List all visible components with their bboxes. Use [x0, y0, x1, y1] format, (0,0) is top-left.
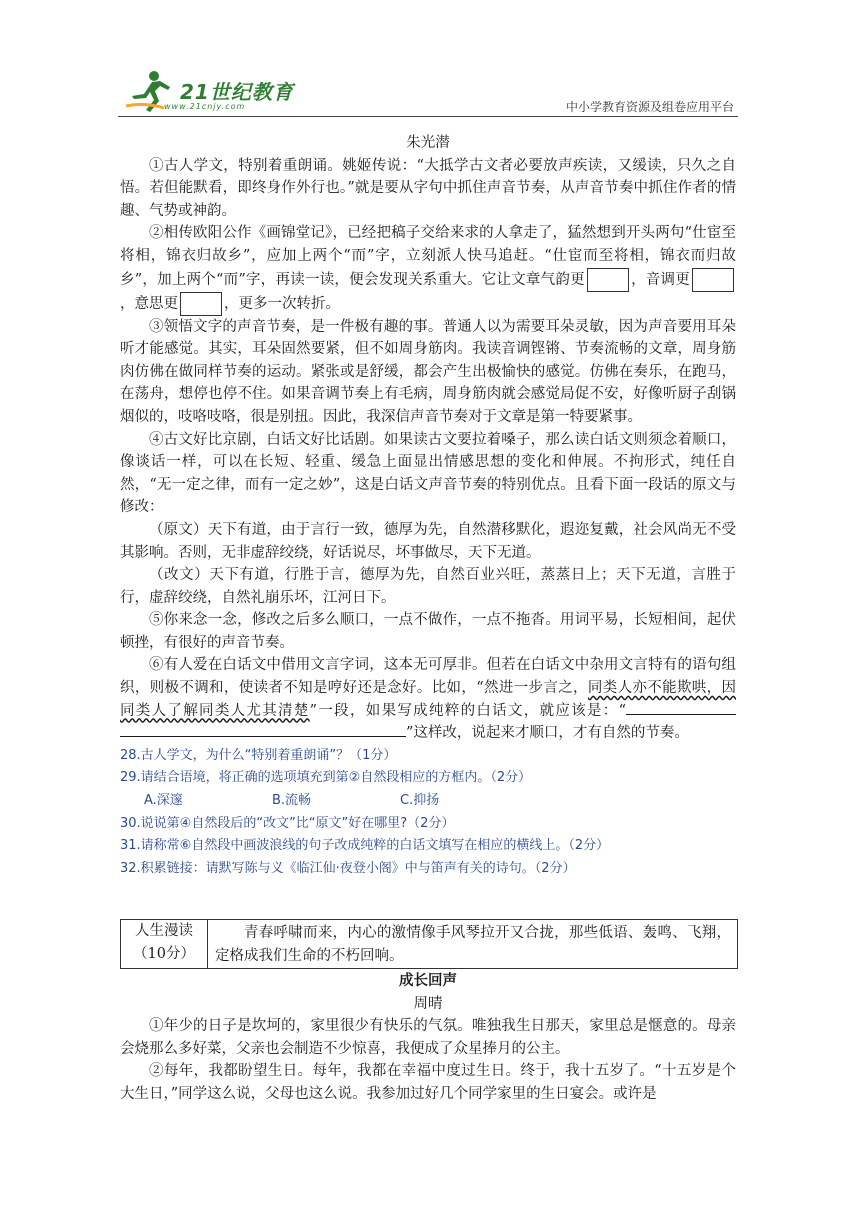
answer-box-1[interactable]	[587, 268, 629, 292]
question-28: 28.古人学文，为什么“特别着重朗诵”？（1分）	[120, 747, 397, 763]
article-1-para-4: ④古文好比京剧，白话文好比话剧。如果读古文要拉着嗓子，那么读白话文则须念着顺口，像谈话一样，可以在长短、轻重、缓急上面显出情感思想的变化和伸展。不拘形式，纯任自然，“无一定之律，而有一定之妙”，这是白话文声音节奏的特别优点。且看下面一段话的原文与修改：	[120, 431, 736, 516]
logo-url: www.21cnjy.com	[164, 102, 246, 111]
article-2-para-2: ②每年，我都盼望生日。每年，我都在幸福中度过生日。终于，我十五岁了。“十五岁是个大生日，”同学这么说，父母也这么说。我参加过好几个同学家里的生日宴会。或许是	[120, 1063, 736, 1102]
article-1-para-2	[120, 222, 736, 315]
answer-blank-2[interactable]	[120, 722, 406, 737]
para-2-text-a: ②相传欧阳公作《画锦堂记》，已经把稿子交给来求的人拿走了，猛然想到开头两句“仕宦至将相，锦衣归故乡”，应加上两个“而”字，立刻派人快马追赶。“仕宦而至将相，锦衣而归故乡”，加上两个“而”字，再读一读，便会发现关系重大。它让文章气韵更	[120, 225, 736, 288]
question-29-options	[120, 790, 736, 813]
article-2-para-1: ①年少的日子是坎坷的，家里很少有快乐的气氛。唯独我生日那天，家里总是惬意的。母亲会烧那么多好菜，父亲也会制造不少惊喜，我便成了众星捧月的公主。	[120, 1018, 736, 1057]
section-intro-table	[120, 919, 738, 969]
option-c[interactable]: C.抑扬	[400, 793, 440, 809]
question-32: 32.积累链接：请默写陈与义《临江仙·夜登小阁》中与笛声有关的诗句。（2分）	[120, 860, 576, 876]
article-1-para-3: ③领悟文字的声音节奏，是一件极有趣的事。普通人以为需要耳朵灵敏，因为声音要用耳朵听才能感觉。其实，耳朵固然要紧，但不如周身筋肉。我读音调铿锵、节奏流畅的文章，周身筋肉仿佛在做同样节奏的运动。紧张或是舒缓，都会产生出极愉快的感觉。仿佛在奏乐，在跑马，在荡舟，想停也停不住。如果音调节奏上有毛病，周身筋肉就会感觉局促不安，好像听厨子刮锅烟似的，吱咯吱咯，很是别扭。因此，我深信声音节奏对于文章是第一特要紧事。	[120, 318, 736, 425]
site-logo[interactable]	[124, 68, 324, 114]
section-intro-text: 青春呼啸而来，内心的激情像手风琴拉开又合拢，那些低语、轰鸣、飞翔，定格成我们生命的不朽回响。	[215, 925, 731, 964]
option-a[interactable]: A.深邃	[144, 793, 183, 809]
para-6-text-a: ⑥有人爱在白话文中借用文言字词，这本无可厚非。但若在白话文中杂用文言特有的语句组织，则极不调和，使读者不知是哼好还是念好。比如，“然进一步言之，	[120, 657, 736, 697]
para-2-text-b: ，音调更	[630, 271, 690, 288]
section-label	[121, 920, 208, 968]
para-2-text-d: ，更多一次转折。	[224, 295, 340, 312]
article-1	[120, 132, 736, 880]
article-2-author: 周晴	[413, 995, 443, 1012]
article-1-para-1: ①古人学文，特别着重朗诵。姚姬传说：“大抵学古文者必要放声疾读，又缓读，只久之自悟。若但能默看，即终身作外行也。”就是要从字句中抓住声音节奏，从声音节奏中抓住作者的情趣、气势或神韵。	[120, 157, 736, 219]
article-1-para-6	[120, 654, 736, 744]
answer-box-3[interactable]	[180, 292, 222, 316]
revised-text: （改文）天下有道，行胜于言，德厚为先，自然百业兴旺，蒸蒸日上；天下无道，言胜于行，虚辞绞绕，自然礼崩乐坏，江河日下。	[120, 567, 736, 606]
para-6-text-b: ”一段，如果写成纯粹的白话文，就应该是：“	[309, 702, 627, 719]
article-2-title: 成长回声	[399, 972, 457, 989]
header-divider	[118, 116, 738, 117]
para-6-text-c: ”这样改，说起来才顺口，才有自然的节奏。	[406, 725, 689, 742]
question-29: 29.请结合语境，将正确的选项填充到第②自然段相应的方框内。（2分）	[120, 770, 532, 786]
option-b[interactable]: B.流畅	[272, 793, 312, 809]
section-label-line-2: （10分）	[133, 945, 195, 962]
answer-blank-1[interactable]	[626, 700, 736, 715]
question-31: 31.请称常⑥自然段中画波浪线的句子改成纯粹的白话文填写在相应的横线上。（2分）	[120, 838, 610, 854]
article-1-author: 朱光潜	[406, 135, 450, 151]
answer-box-2[interactable]	[692, 268, 734, 292]
section-label-line-1: 人生漫读	[135, 923, 193, 939]
article-2	[120, 970, 736, 1106]
page-header	[118, 66, 738, 120]
platform-name: 中小学教育资源及组卷应用平台	[565, 100, 734, 114]
question-30: 30.说说第④自然段后的“改文”比“原文”好在哪里?（2分）	[120, 815, 455, 831]
original-text: （原文）天下有道，由于言行一致，德厚为先，自然潜移默化，遐迩复戴，社会风尚无不受其影响。否则，无非虚辞绞绕，好话说尽，坏事做尽，天下无道。	[120, 521, 736, 561]
logo-text: 21世纪教育	[180, 80, 294, 104]
wavy-underlined-sentence: 同类人亦不能欺哄，因同类人了解同类人尤其清楚	[120, 680, 736, 719]
article-1-para-5: ⑤你来念一念，修改之后多么顺口，一点不做作，一点不拖沓。用词平易，长短相间，起伏顿挫，有很好的声音节奏。	[120, 612, 736, 651]
para-2-text-c: ，意思更	[120, 295, 178, 312]
